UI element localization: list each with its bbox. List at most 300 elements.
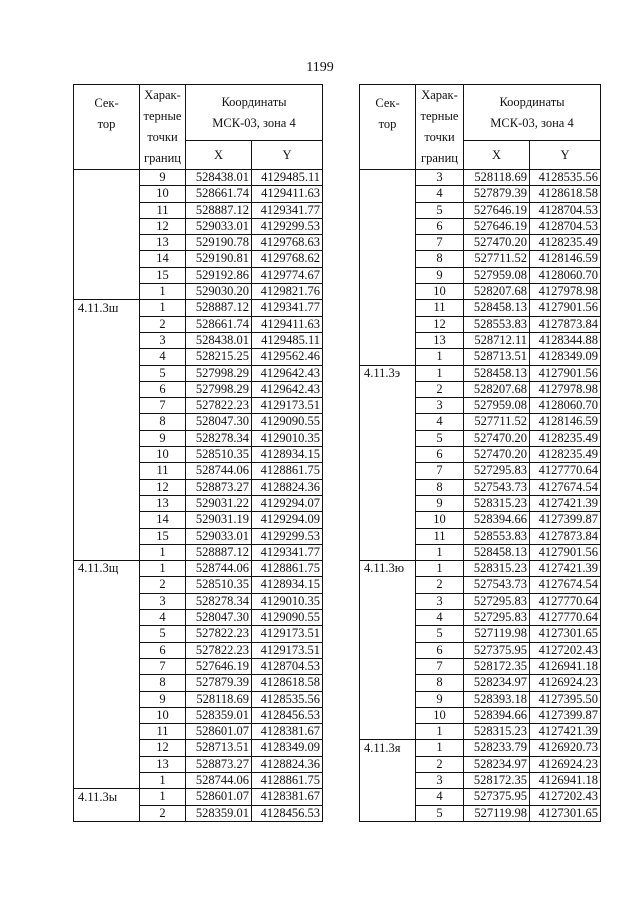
x-cell: 528172.35 xyxy=(464,772,530,788)
point-cell: 5 xyxy=(416,430,464,446)
table-row xyxy=(360,430,601,446)
point-cell: 5 xyxy=(416,805,464,821)
table-row xyxy=(74,789,323,805)
y-cell: 4127301.65 xyxy=(530,626,601,642)
table-row xyxy=(74,267,323,283)
header-x: X xyxy=(186,141,252,170)
y-cell: 4126924.23 xyxy=(530,756,601,772)
table-row xyxy=(74,691,323,707)
y-cell: 4126941.18 xyxy=(530,772,601,788)
sector-cell xyxy=(74,805,140,821)
y-cell: 4129768.63 xyxy=(252,235,323,251)
point-cell: 4 xyxy=(140,610,186,626)
y-cell: 4129821.76 xyxy=(252,284,323,300)
point-cell: 3 xyxy=(416,593,464,609)
y-cell: 4128235.49 xyxy=(530,430,601,446)
sector-cell: 4.11.3я xyxy=(360,740,416,756)
point-cell: 4 xyxy=(140,349,186,365)
table-row xyxy=(360,772,601,788)
table-row xyxy=(74,218,323,234)
sector-cell xyxy=(74,398,140,414)
y-cell: 4127674.54 xyxy=(530,479,601,495)
y-cell: 4128861.75 xyxy=(252,463,323,479)
point-cell: 14 xyxy=(140,251,186,267)
point-cell: 9 xyxy=(416,267,464,283)
sector-cell xyxy=(360,707,416,723)
x-cell: 528047.30 xyxy=(186,610,252,626)
y-cell: 4129562.46 xyxy=(252,349,323,365)
header-points: Харак- терные точки границ xyxy=(416,85,464,170)
sector-cell xyxy=(360,691,416,707)
sector-cell xyxy=(74,610,140,626)
table-row xyxy=(360,789,601,805)
table-row xyxy=(74,805,323,821)
table-row xyxy=(360,479,601,495)
point-cell: 6 xyxy=(416,447,464,463)
sector-cell xyxy=(74,381,140,397)
x-cell: 529190.81 xyxy=(186,251,252,267)
sector-cell xyxy=(360,414,416,430)
x-cell: 527646.19 xyxy=(464,218,530,234)
x-cell: 527711.52 xyxy=(464,414,530,430)
table-row xyxy=(360,512,601,528)
x-cell: 529031.22 xyxy=(186,495,252,511)
x-cell: 528873.27 xyxy=(186,756,252,772)
sector-cell xyxy=(74,332,140,348)
sector-cell xyxy=(74,658,140,674)
x-cell: 527711.52 xyxy=(464,251,530,267)
table-row xyxy=(74,561,323,577)
table-row xyxy=(360,626,601,642)
point-cell: 2 xyxy=(140,577,186,593)
x-cell: 527470.20 xyxy=(464,447,530,463)
header-sector: Сек- тор xyxy=(74,85,140,170)
y-cell: 4129341.77 xyxy=(252,300,323,316)
y-cell: 4128535.56 xyxy=(252,691,323,707)
point-cell: 1 xyxy=(140,284,186,300)
table-row xyxy=(360,284,601,300)
point-cell: 8 xyxy=(140,414,186,430)
table-row xyxy=(360,398,601,414)
x-cell: 527646.19 xyxy=(464,202,530,218)
sector-cell xyxy=(74,675,140,691)
y-cell: 4128704.53 xyxy=(530,202,601,218)
table-row xyxy=(360,593,601,609)
y-cell: 4128861.75 xyxy=(252,561,323,577)
y-cell: 4129341.77 xyxy=(252,202,323,218)
sector-cell xyxy=(74,430,140,446)
point-cell: 10 xyxy=(416,284,464,300)
sector-cell xyxy=(360,332,416,348)
y-cell: 4128146.59 xyxy=(530,251,601,267)
x-cell: 528887.12 xyxy=(186,202,252,218)
sector-cell xyxy=(360,284,416,300)
x-cell: 528172.35 xyxy=(464,658,530,674)
x-cell: 528315.23 xyxy=(464,495,530,511)
table-row xyxy=(360,642,601,658)
header-sector: Сек- тор xyxy=(360,85,416,170)
y-cell: 4127901.56 xyxy=(530,300,601,316)
sector-cell xyxy=(74,512,140,528)
x-cell: 527959.08 xyxy=(464,398,530,414)
y-cell: 4128704.53 xyxy=(530,218,601,234)
sector-cell xyxy=(74,251,140,267)
sector-cell xyxy=(360,300,416,316)
table-row xyxy=(360,528,601,544)
table-row xyxy=(360,675,601,691)
x-cell: 528458.13 xyxy=(464,300,530,316)
point-cell: 4 xyxy=(416,789,464,805)
point-cell: 10 xyxy=(416,512,464,528)
sector-cell: 4.11.3ш xyxy=(74,300,140,316)
y-cell: 4129173.51 xyxy=(252,642,323,658)
point-cell: 2 xyxy=(140,805,186,821)
y-cell: 4129299.53 xyxy=(252,218,323,234)
point-cell: 15 xyxy=(140,528,186,544)
table-row xyxy=(74,658,323,674)
y-cell: 4128456.53 xyxy=(252,707,323,723)
y-cell: 4127674.54 xyxy=(530,577,601,593)
table-row xyxy=(360,202,601,218)
table-row xyxy=(74,675,323,691)
x-cell: 528510.35 xyxy=(186,577,252,593)
sector-cell xyxy=(74,186,140,202)
point-cell: 8 xyxy=(416,479,464,495)
x-cell: 528359.01 xyxy=(186,805,252,821)
point-cell: 9 xyxy=(140,691,186,707)
point-cell: 9 xyxy=(416,495,464,511)
sector-cell xyxy=(360,218,416,234)
sector-cell xyxy=(74,528,140,544)
sector-cell xyxy=(74,479,140,495)
y-cell: 4127770.64 xyxy=(530,610,601,626)
table-row xyxy=(74,186,323,202)
point-cell: 12 xyxy=(140,479,186,495)
x-cell: 527822.23 xyxy=(186,626,252,642)
x-cell: 528458.13 xyxy=(464,544,530,560)
point-cell: 7 xyxy=(140,658,186,674)
y-cell: 4128618.58 xyxy=(252,675,323,691)
page-number: 1199 xyxy=(306,60,334,75)
sector-cell xyxy=(360,398,416,414)
header-coords: Координаты МСК-03, зона 4 xyxy=(464,85,601,141)
x-cell: 528359.01 xyxy=(186,707,252,723)
y-cell: 4129090.55 xyxy=(252,414,323,430)
point-cell: 9 xyxy=(140,430,186,446)
y-cell: 4128861.75 xyxy=(252,772,323,788)
point-cell: 7 xyxy=(416,235,464,251)
y-cell: 4127421.39 xyxy=(530,495,601,511)
point-cell: 4 xyxy=(416,414,464,430)
table-row xyxy=(360,805,601,821)
sector-cell xyxy=(360,495,416,511)
y-cell: 4128824.36 xyxy=(252,756,323,772)
y-cell: 4126924.23 xyxy=(530,675,601,691)
x-cell: 528233.79 xyxy=(464,740,530,756)
table-row xyxy=(360,235,601,251)
point-cell: 2 xyxy=(140,316,186,332)
sector-cell xyxy=(360,349,416,365)
sector-cell xyxy=(74,349,140,365)
table-row xyxy=(74,528,323,544)
x-cell: 528315.23 xyxy=(464,724,530,740)
x-cell: 527543.73 xyxy=(464,479,530,495)
x-cell: 528207.68 xyxy=(464,381,530,397)
sector-cell xyxy=(360,186,416,202)
table-row xyxy=(360,577,601,593)
x-cell: 528553.83 xyxy=(464,528,530,544)
point-cell: 2 xyxy=(416,381,464,397)
table-row xyxy=(74,447,323,463)
point-cell: 12 xyxy=(140,740,186,756)
table-row xyxy=(74,170,323,186)
point-cell: 3 xyxy=(416,170,464,186)
point-cell: 1 xyxy=(416,561,464,577)
y-cell: 4127421.39 xyxy=(530,724,601,740)
x-cell: 528744.06 xyxy=(186,561,252,577)
table-row xyxy=(74,724,323,740)
y-cell: 4129642.43 xyxy=(252,381,323,397)
y-cell: 4127901.56 xyxy=(530,365,601,381)
sector-cell xyxy=(74,447,140,463)
y-cell: 4127421.39 xyxy=(530,561,601,577)
sector-cell xyxy=(74,235,140,251)
y-cell: 4128060.70 xyxy=(530,398,601,414)
table-row xyxy=(360,658,601,674)
table-row xyxy=(74,300,323,316)
table-row xyxy=(360,349,601,365)
table-row xyxy=(74,577,323,593)
y-cell: 4128934.15 xyxy=(252,577,323,593)
point-cell: 1 xyxy=(416,740,464,756)
point-cell: 2 xyxy=(416,577,464,593)
point-cell: 10 xyxy=(416,707,464,723)
y-cell: 4128344.88 xyxy=(530,332,601,348)
point-cell: 1 xyxy=(140,300,186,316)
sector-cell xyxy=(360,251,416,267)
table-row xyxy=(74,593,323,609)
sector-cell xyxy=(360,463,416,479)
y-cell: 4129090.55 xyxy=(252,610,323,626)
sector-cell xyxy=(360,675,416,691)
sector-cell xyxy=(360,528,416,544)
y-cell: 4127399.87 xyxy=(530,512,601,528)
sector-cell xyxy=(360,544,416,560)
x-cell: 529031.19 xyxy=(186,512,252,528)
sector-cell xyxy=(74,463,140,479)
point-cell: 10 xyxy=(140,447,186,463)
x-cell: 527822.23 xyxy=(186,398,252,414)
x-cell: 528744.06 xyxy=(186,772,252,788)
point-cell: 2 xyxy=(416,756,464,772)
x-cell: 527375.95 xyxy=(464,789,530,805)
point-cell: 1 xyxy=(416,349,464,365)
y-cell: 4129411.63 xyxy=(252,316,323,332)
x-cell: 527119.98 xyxy=(464,805,530,821)
point-cell: 1 xyxy=(140,789,186,805)
table-row xyxy=(74,251,323,267)
point-cell: 6 xyxy=(140,642,186,658)
y-cell: 4128934.15 xyxy=(252,447,323,463)
sector-cell xyxy=(360,577,416,593)
x-cell: 529033.01 xyxy=(186,218,252,234)
point-cell: 5 xyxy=(416,202,464,218)
sector-cell xyxy=(74,724,140,740)
x-cell: 527119.98 xyxy=(464,626,530,642)
table-row xyxy=(74,707,323,723)
x-cell: 528553.83 xyxy=(464,316,530,332)
y-cell: 4128235.49 xyxy=(530,447,601,463)
point-cell: 3 xyxy=(140,593,186,609)
point-cell: 15 xyxy=(140,267,186,283)
sector-cell xyxy=(74,284,140,300)
y-cell: 4128381.67 xyxy=(252,724,323,740)
x-cell: 527822.23 xyxy=(186,642,252,658)
x-cell: 528458.13 xyxy=(464,365,530,381)
y-cell: 4127770.64 xyxy=(530,463,601,479)
y-cell: 4129411.63 xyxy=(252,186,323,202)
table-row xyxy=(360,170,601,186)
point-cell: 5 xyxy=(140,365,186,381)
x-cell: 528601.07 xyxy=(186,789,252,805)
table-row xyxy=(360,332,601,348)
table-row xyxy=(360,740,601,756)
table-row xyxy=(74,479,323,495)
y-cell: 4127873.84 xyxy=(530,528,601,544)
y-cell: 4126920.73 xyxy=(530,740,601,756)
table-row xyxy=(74,642,323,658)
x-cell: 527470.20 xyxy=(464,235,530,251)
table-row xyxy=(360,300,601,316)
x-cell: 528394.66 xyxy=(464,707,530,723)
sector-cell xyxy=(360,479,416,495)
x-cell: 527470.20 xyxy=(464,430,530,446)
point-cell: 6 xyxy=(140,381,186,397)
sector-cell xyxy=(360,430,416,446)
x-cell: 528661.74 xyxy=(186,316,252,332)
y-cell: 4129768.62 xyxy=(252,251,323,267)
table-row xyxy=(74,512,323,528)
point-cell: 3 xyxy=(416,398,464,414)
table-row xyxy=(360,447,601,463)
y-cell: 4129485.11 xyxy=(252,170,323,186)
x-cell: 527646.19 xyxy=(186,658,252,674)
x-cell: 528438.01 xyxy=(186,170,252,186)
point-cell: 1 xyxy=(140,561,186,577)
y-cell: 4127873.84 xyxy=(530,316,601,332)
y-cell: 4129173.51 xyxy=(252,626,323,642)
point-cell: 12 xyxy=(416,316,464,332)
x-cell: 528661.74 xyxy=(186,186,252,202)
x-cell: 528744.06 xyxy=(186,463,252,479)
point-cell: 1 xyxy=(140,544,186,560)
sector-cell: 4.11.3щ xyxy=(74,561,140,577)
point-cell: 11 xyxy=(416,300,464,316)
table-row xyxy=(74,740,323,756)
x-cell: 528047.30 xyxy=(186,414,252,430)
y-cell: 4127770.64 xyxy=(530,593,601,609)
x-cell: 528510.35 xyxy=(186,447,252,463)
point-cell: 9 xyxy=(416,691,464,707)
y-cell: 4127978.98 xyxy=(530,381,601,397)
sector-cell xyxy=(360,642,416,658)
point-cell: 5 xyxy=(416,626,464,642)
x-cell: 527998.29 xyxy=(186,381,252,397)
point-cell: 6 xyxy=(416,218,464,234)
table-row xyxy=(360,561,601,577)
sector-cell xyxy=(74,691,140,707)
point-cell: 13 xyxy=(140,495,186,511)
sector-cell xyxy=(74,642,140,658)
table-row xyxy=(74,284,323,300)
point-cell: 3 xyxy=(416,772,464,788)
table-row xyxy=(74,414,323,430)
sector-cell xyxy=(360,593,416,609)
sector-cell xyxy=(74,740,140,756)
point-cell: 13 xyxy=(416,332,464,348)
x-cell: 527879.39 xyxy=(464,186,530,202)
point-cell: 11 xyxy=(140,463,186,479)
point-cell: 7 xyxy=(416,658,464,674)
x-cell: 527879.39 xyxy=(186,675,252,691)
y-cell: 4129010.35 xyxy=(252,430,323,446)
x-cell: 528393.18 xyxy=(464,691,530,707)
table-row xyxy=(74,316,323,332)
sector-cell xyxy=(74,772,140,788)
sector-cell xyxy=(74,495,140,511)
point-cell: 1 xyxy=(416,544,464,560)
sector-cell xyxy=(74,626,140,642)
y-cell: 4129642.43 xyxy=(252,365,323,381)
header-points: Харак- терные точки границ xyxy=(140,85,186,170)
point-cell: 3 xyxy=(140,332,186,348)
x-cell: 528207.68 xyxy=(464,284,530,300)
y-cell: 4129485.11 xyxy=(252,332,323,348)
x-cell: 527998.29 xyxy=(186,365,252,381)
x-cell: 527295.83 xyxy=(464,463,530,479)
sector-cell xyxy=(360,626,416,642)
x-cell: 528873.27 xyxy=(186,479,252,495)
point-cell: 13 xyxy=(140,235,186,251)
point-cell: 6 xyxy=(416,642,464,658)
y-cell: 4127399.87 xyxy=(530,707,601,723)
table-row xyxy=(74,756,323,772)
x-cell: 528394.66 xyxy=(464,512,530,528)
x-cell: 528438.01 xyxy=(186,332,252,348)
table-row xyxy=(74,332,323,348)
y-cell: 4128535.56 xyxy=(530,170,601,186)
y-cell: 4128060.70 xyxy=(530,267,601,283)
point-cell: 8 xyxy=(416,675,464,691)
sector-cell xyxy=(74,577,140,593)
sector-cell xyxy=(360,756,416,772)
sector-cell xyxy=(360,724,416,740)
sector-cell xyxy=(360,512,416,528)
sector-cell: 4.11.3э xyxy=(360,365,416,381)
header-coords: Координаты МСК-03, зона 4 xyxy=(186,85,323,141)
x-cell: 528118.69 xyxy=(464,170,530,186)
header-y: Y xyxy=(252,141,323,170)
x-cell: 527543.73 xyxy=(464,577,530,593)
point-cell: 1 xyxy=(416,724,464,740)
x-cell: 529190.78 xyxy=(186,235,252,251)
table-row xyxy=(74,626,323,642)
point-cell: 11 xyxy=(140,724,186,740)
table-row xyxy=(360,186,601,202)
x-cell: 528278.34 xyxy=(186,593,252,609)
sector-cell xyxy=(74,365,140,381)
x-cell: 528278.34 xyxy=(186,430,252,446)
